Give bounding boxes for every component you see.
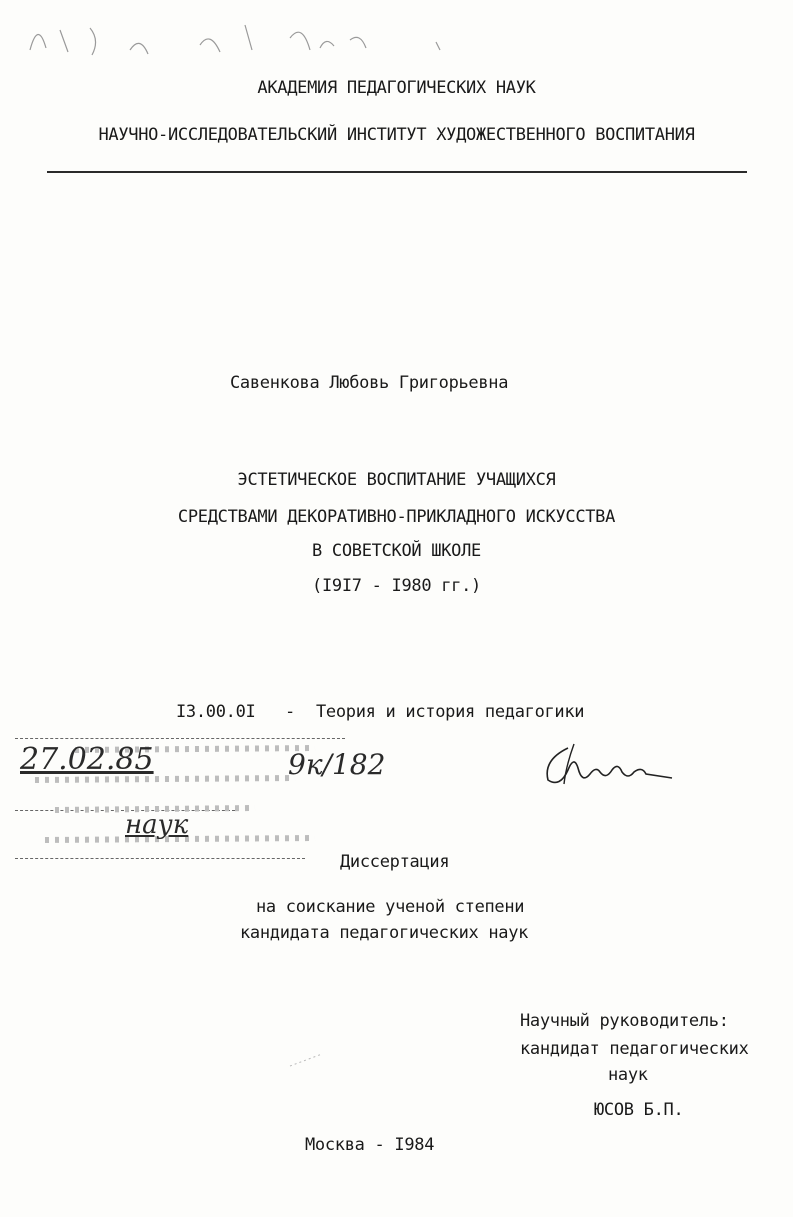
place-and-year: Москва - I984: [305, 1135, 435, 1155]
specialty-name: Теория и история педагогики: [316, 702, 585, 722]
specialty-code: I3.00.0I: [176, 702, 256, 722]
supervisor-name: ЮСОВ Б.П.: [594, 1100, 684, 1120]
dissertation-line-1: на соискание ученой степени: [256, 897, 525, 917]
specialty-dash: -: [285, 702, 295, 722]
author-name: Савенкова Любовь Григорьевна: [230, 373, 509, 393]
handwritten-word: наук: [125, 810, 189, 840]
academy-name: АКАДЕМИЯ ПЕДАГОГИЧЕСКИХ НАУК: [257, 78, 536, 98]
supervisor-degree-1: кандидат педагогических: [520, 1039, 749, 1059]
title-line-2: СРЕДСТВАМИ ДЕКОРАТИВНО-ПРИКЛАДНОГО ИСКУССТВА: [177, 507, 616, 527]
handwritten-number: 9к/182: [288, 748, 386, 781]
top-handwriting-scribble: [20, 10, 480, 70]
handwritten-date: 27.02.85: [20, 742, 154, 777]
dissertation-label: Диссертация: [340, 852, 450, 872]
header-divider: [47, 171, 747, 173]
title-years: (I9I7 - I980 гг.): [312, 576, 481, 596]
dissertation-line-2: кандидата педагогических наук: [240, 923, 529, 943]
institute-name: НАУЧНО-ИССЛЕДОВАТЕЛЬСКИЙ ИНСТИТУТ ХУДОЖЕСТВЕННОГО ВОСПИТАНИЯ: [98, 125, 695, 145]
pencil-mark: [288, 1050, 328, 1070]
supervisor-label: Научный руководитель:: [520, 1011, 729, 1031]
signature: [538, 740, 678, 790]
title-line-1: ЭСТЕТИЧЕСКОЕ ВОСПИТАНИЕ УЧАЩИХСЯ: [237, 470, 556, 490]
supervisor-degree-2: наук: [608, 1065, 648, 1085]
title-line-3: В СОВЕТСКОЙ ШКОЛЕ: [312, 541, 481, 561]
